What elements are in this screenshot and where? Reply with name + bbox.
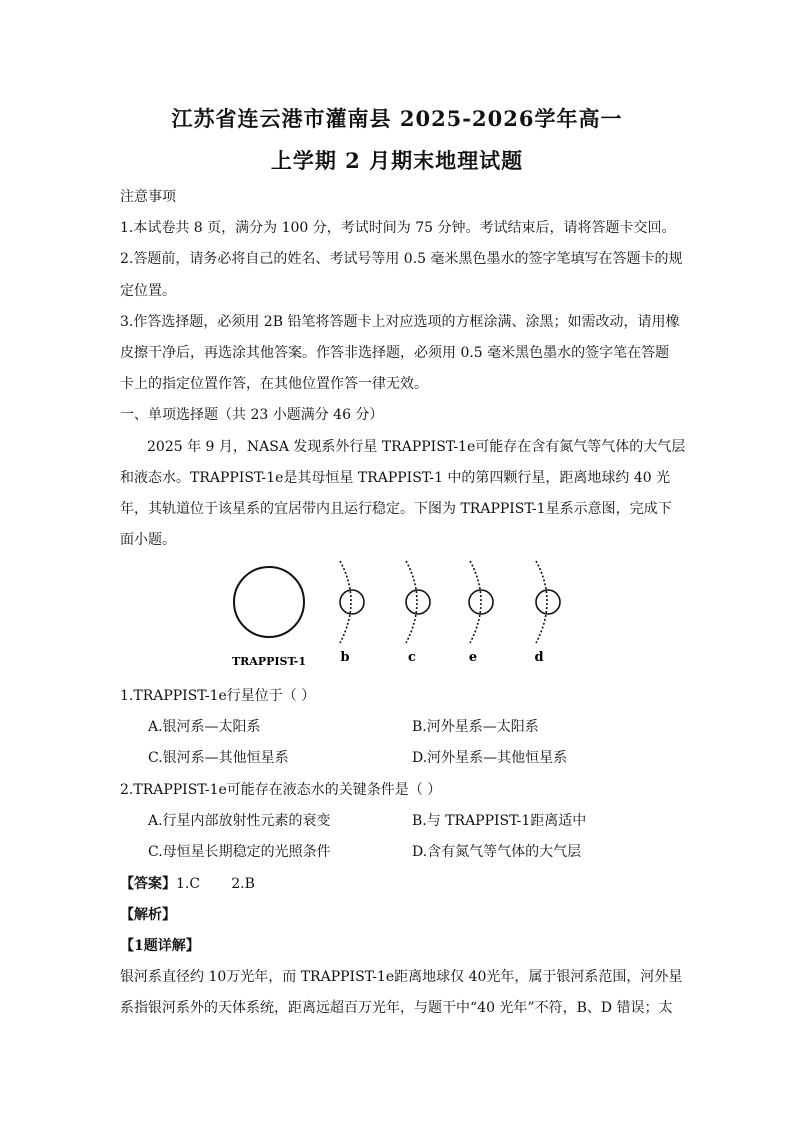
planet-c bbox=[406, 590, 430, 614]
question-1-option-d: D.河外星系—其他恒星系 bbox=[412, 750, 568, 766]
question-2-stem: 2.TRAPPIST-1e可能存在液态水的关键条件是（ ） bbox=[120, 782, 442, 798]
detail-line: 银河系直径约 10万光年，而 TRAPPIST-1e距离地球仅 40光年，属于银河系范围，河外星 bbox=[120, 969, 683, 985]
question-1-option-c: C.银河系—其他恒星系 bbox=[148, 750, 289, 766]
notice-item: 3.作答选择题，必须用 2B 铅笔将答题卡上对应选项的方框涂满、涂黑；如需改动，请用橡 bbox=[120, 314, 680, 330]
orbit-e bbox=[470, 561, 481, 643]
notice-item: 定位置。 bbox=[120, 283, 176, 299]
question-2-option-d: D.含有氮气等气体的大气层 bbox=[412, 844, 582, 860]
planet-label-c: c bbox=[408, 650, 416, 665]
answer-label: 【答案】 bbox=[120, 876, 176, 892]
section-heading: 一、单项选择题（共 23 小题满分 46 分） bbox=[120, 407, 384, 423]
document-title-line-2: 上学期 2 月期末地理试题 bbox=[270, 148, 524, 173]
detail-heading: 【1题详解】 bbox=[120, 938, 200, 954]
passage-line: 面小题。 bbox=[120, 532, 176, 548]
question-1-option-b: B.河外星系—太阳系 bbox=[412, 719, 539, 735]
detail-line: 系指银河系外的天体系统，距离远超百万光年，与题干中“40 光年”不符，B、D 错误；太 bbox=[120, 1000, 673, 1016]
passage-line: 年，其轨道位于该星系的宜居带内且运行稳定。下图为 TRAPPIST-1星系示意图，完成下 bbox=[120, 501, 672, 517]
planet-e bbox=[469, 590, 493, 614]
orbit-d bbox=[536, 561, 547, 643]
orbit-b bbox=[340, 561, 351, 643]
planet-label-e: e bbox=[468, 650, 478, 665]
question-2-option-a: A.行星内部放射性元素的衰变 bbox=[148, 813, 331, 829]
notice-item: 1.本试卷共 8 页，满分为 100 分，考试时间为 75 分钟。考试结束后，请将答题卡交回。 bbox=[120, 220, 676, 236]
analysis-heading: 【解析】 bbox=[120, 907, 176, 923]
answer-row bbox=[120, 873, 680, 893]
notice-item: 2.答题前，请务必将自己的姓名、考试号等用 0.5 毫米黑色墨水的签字笔填写在答题卡的规 bbox=[120, 251, 683, 267]
star-label: TRAPPIST-1 bbox=[231, 655, 307, 668]
question-1-option-a: A.银河系—太阳系 bbox=[148, 719, 261, 735]
document-title-line-1: 江苏省连云港市灌南县 2025-2026学年高一 bbox=[171, 106, 623, 131]
notice-item: 卡上的指定位置作答，在其他位置作答一律无效。 bbox=[120, 376, 428, 392]
answer-text: 1.C 2.B bbox=[176, 876, 255, 892]
star-circle bbox=[234, 567, 304, 637]
planet-label-b: b bbox=[340, 650, 350, 665]
trappist-system-diagram bbox=[220, 555, 580, 673]
question-2-option-b: B.与 TRAPPIST-1距离适中 bbox=[412, 813, 587, 829]
planet-label-d: d bbox=[534, 650, 544, 665]
passage-line: 和液态水。TRAPPIST-1e是其母恒星 TRAPPIST-1 中的第四颗行星，距离地球约 40 光 bbox=[120, 470, 671, 486]
orbit-c bbox=[406, 561, 417, 643]
question-1-stem: 1.TRAPPIST-1e行星位于（ ） bbox=[120, 688, 316, 704]
question-2-option-c: C.母恒星长期稳定的光照条件 bbox=[148, 844, 331, 860]
planet-d bbox=[536, 590, 560, 614]
passage-line: 2025 年 9 月，NASA 发现系外行星 TRAPPIST-1e可能存在含有氮气等气体的大气层 bbox=[147, 439, 686, 455]
notice-heading: 注意事项 bbox=[120, 189, 176, 205]
planet-b bbox=[340, 590, 364, 614]
notice-item: 皮擦干净后，再选涂其他答案。作答非选择题，必须用 0.5 毫米黑色墨水的签字笔在答题 bbox=[120, 345, 670, 361]
